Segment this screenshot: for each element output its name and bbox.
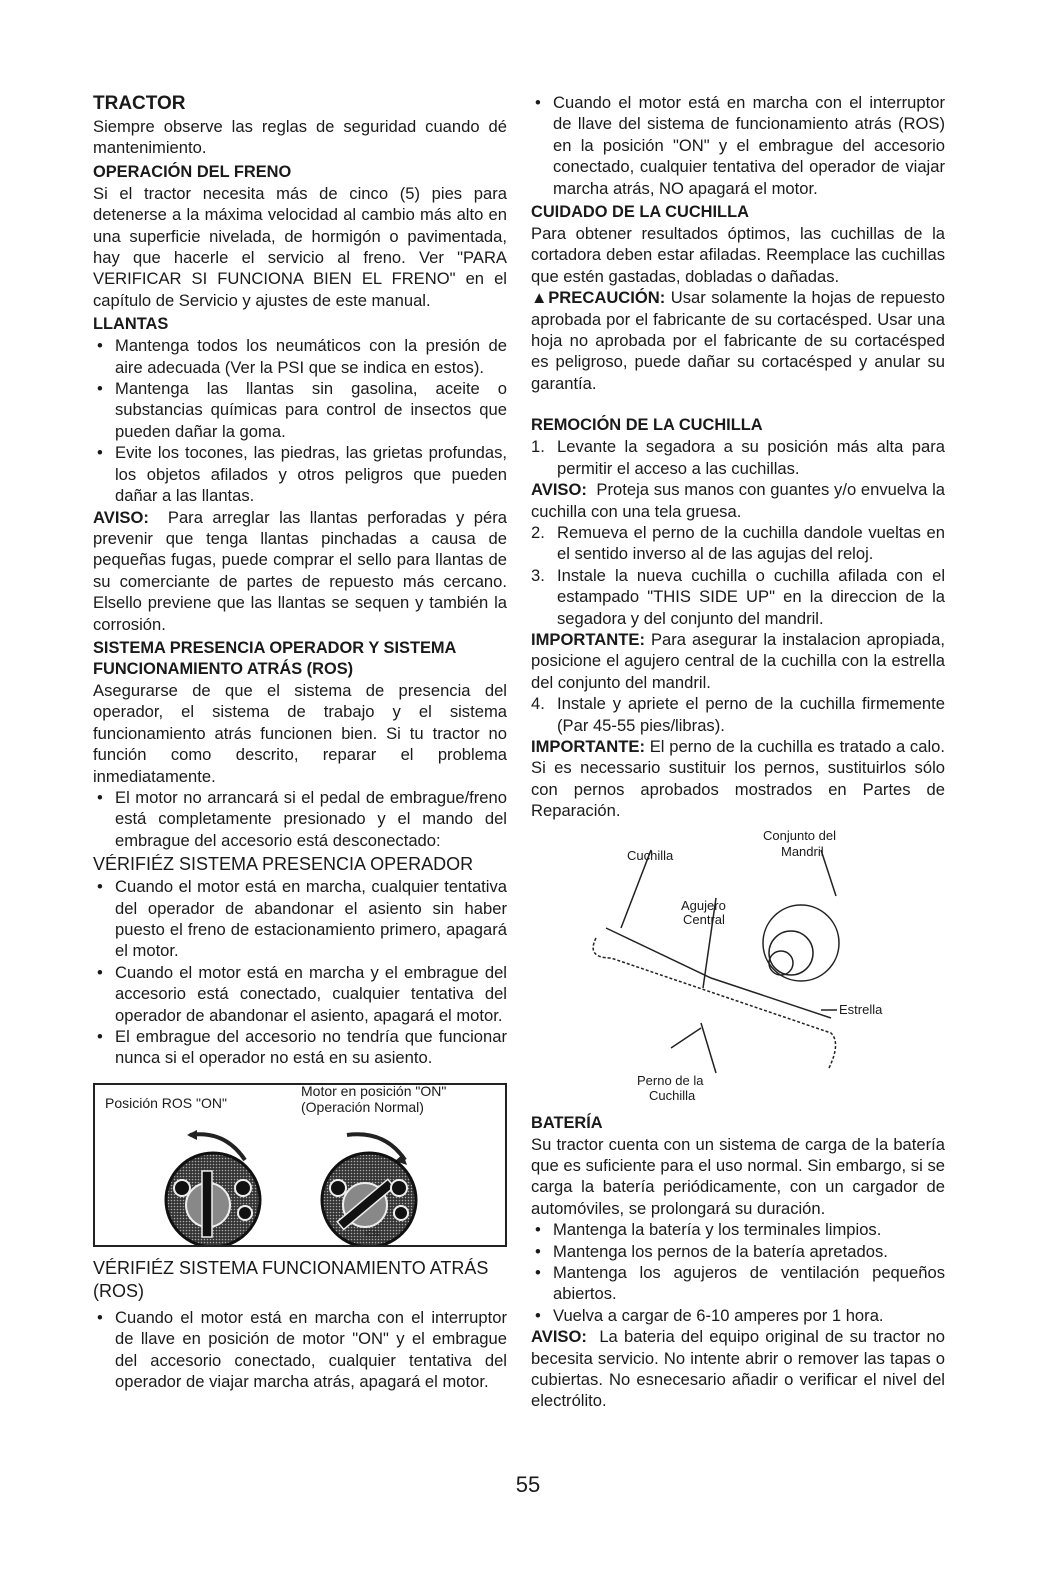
bateria-list bbox=[531, 1219, 945, 1326]
list-item: • Cuando el motor está en marcha, cualquier tentativa del operador de abandonar el asiento sin haber puesto el freno de estacionamiento primero, apagará el motor. bbox=[93, 876, 507, 962]
aviso-text: La bateria del equipo original de su tractor no becesita servicio. No intente abrir o remover las tapas o cubiertas. No esnecesario añadir o verificar el nivel del electrólito. bbox=[531, 1327, 945, 1411]
label-perno-1: Perno de la bbox=[637, 1072, 704, 1088]
step-4 bbox=[531, 693, 945, 736]
list-item: • Mantenga todos los neumáticos con la presión de aire adecuada (Ver la PSI que se indica en estos). bbox=[93, 335, 507, 378]
step-number: 2. bbox=[531, 522, 545, 542]
step-2 bbox=[531, 522, 945, 565]
label-agujero-1: Agujero bbox=[681, 897, 726, 913]
bateria-text: Su tractor cuenta con un sistema de carga de la batería que es suficiente para el uso normal. Sin embargo, si se carga la batería periódicamente, con un cargador de automóviles, se prolongará su duración. bbox=[531, 1134, 945, 1218]
aviso-label: AVISO: bbox=[531, 480, 587, 500]
label-ros-on: Posición ROS "ON" bbox=[105, 1094, 227, 1111]
label-estrella: Estrella bbox=[839, 1001, 883, 1017]
label-conjunto-2: Mandril bbox=[781, 843, 824, 859]
key-switch-figure bbox=[93, 1083, 507, 1247]
aviso-cuchilla bbox=[531, 479, 945, 522]
list-item: • Cuando el motor está en marcha y el embrague del accesorio está conectado, cualquier tentativa del operador de abandonar el asiento, apagará el motor. bbox=[93, 962, 507, 1026]
right-column bbox=[531, 92, 945, 1412]
blade-illustration bbox=[531, 828, 945, 1110]
figure-code: IC31 bbox=[365, 1230, 380, 1238]
heading-ros: SISTEMA PRESENCIA OPERADOR Y SISTEMA FUNCIONAMIENTO ATRÁS (ROS) bbox=[93, 638, 456, 678]
aviso-bateria bbox=[531, 1326, 945, 1412]
list-item: • Mantenga las llantas sin gasolina, aceite o substancias químicas para control de insectos que pueden dañar la goma. bbox=[93, 378, 507, 442]
label-conjunto-1: Conjunto del bbox=[763, 827, 836, 843]
aviso-label: AVISO: bbox=[531, 1327, 587, 1347]
heading-bateria: BATERÍA bbox=[531, 1113, 603, 1132]
intro-text: Siempre observe las reglas de seguridad cuando dé mantenimiento. bbox=[93, 117, 507, 158]
blade-figure bbox=[531, 828, 945, 1110]
list-item: • Cuando el motor está en marcha con el interruptor de llave en posición de motor "ON" y el embrague del accesorio conectado, cualquier tentativa del operador de viajar marcha atrás, apagará el motor. bbox=[93, 1307, 507, 1393]
page-number: 55 bbox=[515, 1472, 541, 1497]
left-column bbox=[93, 92, 507, 1392]
list-item: • Cuando el motor está en marcha con el interruptor de llave del sistema de funcionamiento atrás (ROS) en la posición "ON" y el embrague del accesorio conectado, cualquier tentativa del operador de viajar marcha atrás, NO apagará el motor. bbox=[531, 92, 945, 199]
precaucion-label: ▲PRECAUCIÓN: bbox=[531, 288, 666, 308]
step-1 bbox=[531, 436, 945, 479]
aviso-llantas bbox=[93, 507, 507, 635]
warning-icon: ▲ bbox=[531, 288, 549, 308]
step-text: Instale la nueva cuchilla o cuchilla afilada con el estampado "THIS SIDE UP" en la direccion de la segadora y del conjunto del mandril. bbox=[557, 565, 945, 628]
section-title-tractor: TRACTOR bbox=[93, 93, 186, 114]
verificar-ros-list bbox=[93, 1307, 507, 1393]
step-3 bbox=[531, 565, 945, 629]
step-number: 3. bbox=[531, 565, 545, 585]
importante-text: Para asegurar la instalacion apropiada, posicione el agujero central de la cuchilla con la estrella del conjunto del mandril. bbox=[531, 629, 945, 692]
precaucion bbox=[531, 287, 945, 394]
heading-llantas: LLANTAS bbox=[93, 315, 169, 334]
verificar-operador-list bbox=[93, 876, 507, 1069]
importante-2 bbox=[531, 736, 945, 822]
list-item: • El embrague del accesorio no tendría que funcionar nunca si el operador no está en su asiento. bbox=[93, 1026, 507, 1069]
importante-1 bbox=[531, 629, 945, 693]
steps-list bbox=[531, 436, 945, 479]
label-motor-on-1: Motor en posición "ON" bbox=[301, 1082, 447, 1099]
list-item: • El motor no arrancará si el pedal de embrague/freno está completamente presionado y el mando del embrague del accesorio está desconectado: bbox=[93, 787, 507, 851]
steps-list-2 bbox=[531, 522, 945, 629]
list-item: • Evite los tocones, las piedras, las grietas profundas, los objetos afilados y otros peligros que pueden dañar a las llantas. bbox=[93, 442, 507, 506]
ros-text: Asegurarse de que el sistema de presencia del operador, el sistema de trabajo y el sistema funcionamiento atrás funcionen bien. Si tu tractor no función como descrito, reparar el problema inmediatamente. bbox=[93, 680, 507, 786]
step-number: 4. bbox=[531, 694, 545, 714]
ros-list bbox=[93, 787, 507, 851]
step-text: Levante la segadora a su posición más alta para permitir el acceso a las cuchillas. bbox=[557, 437, 945, 478]
cuidado-text: Para obtener resultados óptimos, las cuchillas de la cortadora deben estar afiladas. Reemplace las cuchillas que estén gastadas, dobladas o dañadas. bbox=[531, 224, 945, 286]
heading-remocion: REMOCIÓN DE LA CUCHILLA bbox=[531, 416, 763, 435]
key-switch-ros bbox=[166, 1130, 260, 1245]
list-item: • Mantenga la batería y los terminales limpios. bbox=[531, 1219, 945, 1240]
list-item: • Mantenga los pernos de la batería apretados. bbox=[531, 1241, 945, 1262]
label-motor-on-2: (Operación Normal) bbox=[301, 1098, 424, 1115]
aviso-text: Para arreglar las llantas perforadas y péra prevenir que tenga llantas pinchadas a causa de pequeñas fugas, puede comprar el sello para llantas de su comerciante de partes de repuesto más cercano. Elsello previene que las llantas se sequen y también la corrosión. bbox=[93, 507, 507, 634]
aviso-text: Proteja sus manos con guantes y/o envuelva la cuchilla con una tela gruesa. bbox=[531, 480, 945, 521]
heading-freno: OPERACIÓN DEL FRENO bbox=[93, 162, 292, 181]
importante-text: El perno de la cuchilla es tratado a calo. Si es necessario sustituir los pernos, sustituirlos sólo con pernos aprobados mostrados en Partes de Reparación. bbox=[531, 736, 945, 821]
list-item: • Vuelva a cargar de 6-10 amperes por 1 hora. bbox=[531, 1305, 945, 1326]
label-cuchilla: Cuchilla bbox=[627, 847, 674, 863]
step-number: 1. bbox=[531, 437, 545, 457]
label-agujero-2: Central bbox=[683, 911, 725, 927]
steps-list-3 bbox=[531, 693, 945, 736]
importante-label: IMPORTANTE: bbox=[531, 629, 645, 649]
aviso-label: AVISO: bbox=[93, 507, 149, 527]
key-switch-illustration bbox=[95, 1082, 505, 1245]
heading-verificar-operador: VÉRIFIÉZ SISTEMA PRESENCIA OPERADOR bbox=[93, 854, 474, 875]
ros-continued-list bbox=[531, 92, 945, 199]
heading-verificar-ros: VÉRIFIÉZ SISTEMA FUNCIONAMIENTO ATRÁS (ROS) bbox=[93, 1257, 489, 1301]
llantas-list bbox=[93, 335, 507, 506]
importante-label: IMPORTANTE: bbox=[531, 736, 645, 756]
step-text: Remueva el perno de la cuchilla dandole vueltas en el sentido inverso al de las agujas del reloj. bbox=[557, 522, 945, 564]
freno-text: Si el tractor necesita más de cinco (5) pies para detenerse a la máxima velocidad al cambio más alto en una superficie nivelada, de hormigón o pavimentada, hay que hacerle el servicio al freno. Ver "PARA VERIFICAR SI FUNCIONA BIEN EL FRENO" en el capítulo de Servicio y ajustes de este manual. bbox=[93, 183, 507, 310]
step-text: Instale y apriete el perno de la cuchilla firmemente (Par 45-55 pies/libras). bbox=[557, 694, 945, 735]
list-item: • Mantenga los agujeros de ventilación pequeños abiertos. bbox=[531, 1262, 945, 1305]
label-perno-2: Cuchilla bbox=[649, 1087, 696, 1103]
heading-cuidado: CUIDADO DE LA CUCHILLA bbox=[531, 203, 749, 222]
precaucion-text: Usar solamente la hojas de repuesto aprobada por el fabricante de su cortacésped. Usar una hoja no aprobada por el fabricante de su cortacésped es peligroso, puede dañar su cortacésped y anular su garantía. bbox=[531, 288, 945, 393]
